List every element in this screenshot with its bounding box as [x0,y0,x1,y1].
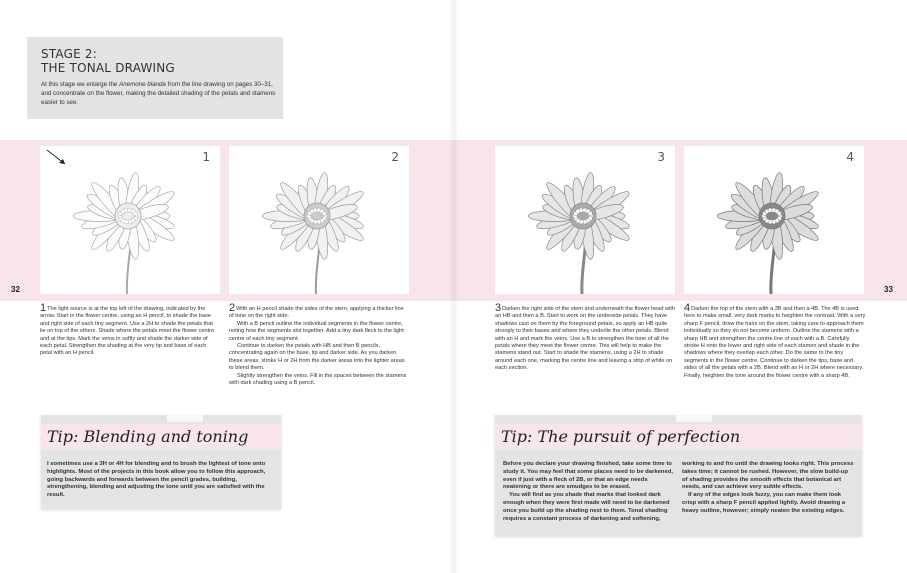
step-text: Darken the right side of the stem and underneath the flower head with an HB and then a B. Start to work on the underside petals. They have shadows cast on them by the foreground petals, so apply an HB quite strongly to their bases and where they underlie the other petals. Blend with an H and mark the veins. Use a B to strengthen the tone of all the petals where they meet the flower centre. This will help to make the stamens stand out. Start to shade the stamens, using a 2H to shade around each one, marking the centre line and leaving a strip of white on each section. [495,306,676,372]
panel-4 [684,146,864,294]
panel-2 [229,146,409,294]
stage-desc-a: At this stage we enlarge the [41,81,120,88]
tip-text-col2 [682,461,854,516]
step-text-p3: Continue to darken the petals with HB and then B pencils, concentrating again on the base, tip and darker side. As you darken these areas, stroke H or 2H from the darker areas into the lighter areas to blend them. [229,343,405,372]
page-number-left: 32 [11,285,20,294]
tape [167,412,203,422]
flower-drawing-3 [495,146,675,294]
stage-title-line2: THE TONAL DRAWING [41,61,175,75]
panel-number: 3 [657,150,665,164]
stage-desc-b: from the line drawing on pages 30–31, and concentrate on the flower, making the detailed shading of the petals and stamens easier to see. [41,81,276,106]
tip-text-col2-p1: working to and fro until the drawing looks right. This process takes time; it cannot be rushed. However, the slow build-up of shading provides the smooth effects that botanical art needs, and can achieve very subtle effects. [682,461,854,491]
step-text-p1: With an H pencil shade the sides of the stem, applying a thicker line of tone on the right side. [229,306,404,320]
tip-text-col1-p2: You will find as you shade that marks that looked dark enough when they were first made will need to be darkened once you build up the shading next to them. Tonal shading requires a constant process of darkening and softening, [503,492,670,522]
step-number: 2 [229,302,236,314]
step-3 [495,304,675,373]
stamen [588,211,592,215]
stamen [777,211,781,215]
flower-drawing-2 [229,146,409,294]
flower-drawing-4 [684,146,864,294]
tape [676,412,712,422]
stamen [322,211,326,215]
stage-desc-species: Anemone blanda [119,81,166,88]
page-number-right: 33 [884,285,893,294]
panel-3 [495,146,675,294]
panel-number: 1 [202,150,210,164]
step-number: 4 [684,302,691,314]
tip-title: Tip: Blending and toning [47,427,249,446]
step-text-p4: Slightly strengthen the veins. Fill in the spaces between the stamens with dark shading using a B pencil. [229,372,407,387]
step-text: The light source is at the top left of the drawing, indicated by the arrow. Start in the flower centre, using an H pencil, to shade the base and right side of each tiny segment. Use a 2H to shade the petals that lie on top of the others. Shade where the petals meet the flower centre and at the tips. Mark the veins in softly and shade the darker side of each petal. Strengthen the shading at the very tip and base of each petal with an H pencil. [40,306,215,357]
stage-title-line1: STAGE 2: [41,47,97,61]
tip-title: Tip: The pursuit of perfection [501,427,741,446]
step-1 [40,304,220,358]
tip-text-col2-p2: If any of the edges look fuzzy, you can make them look crisp with a sharp F pencil applied lightly. Avoid drawing a heavy outline, however; simply neaten the existing edges. [682,492,846,514]
flower-drawing-1 [40,146,220,294]
tip-perfection-box [495,415,862,536]
stage-title [41,47,175,75]
panel-1 [40,146,220,294]
step-text-p2: With a B pencil outline the individual segments in the flower centre, noting how the segments slot together. Add a tiny dark fleck to the light centre of each tiny segment. [229,320,404,342]
arrow-icon [47,150,65,164]
panel-number: 4 [846,150,854,164]
tip-text: I sometimes use a 3H or 4H for blending and to brush the lightest of tone onto highlights. Most of the projects in this book allow you to follow this approach, going backwards and forwards between the pencil grades, building, strengthening, blending and adjusting the tone until you are satisfied with the result. [47,461,266,499]
step-number: 1 [40,302,47,314]
step-text: Darken the top of the stem with a 3B and then a 4B. The 4B is used here to make small, very dark marks to heighten the contrast. With a very sharp F pencil, draw the hairs on the stem, taking care to approach them individually so they do not become uniform. Outline the stamens with a sharp HB and strengthen the centre line of each with a B. Carefully stroke H onto the lower and right side of each stamen and shade in the shadows where they overlap each other. Do the same to the tiny segments in the flower centre. Continue to darken the tips, base and sides of all the petals with a 2B. Blend with an H or 2H where necessary. Finally, heighten the tone around the flower centre with a sharp 4B. [684,306,866,379]
step-2 [229,304,409,387]
gutter [449,0,459,573]
step-4 [684,304,866,380]
stage-box [27,37,283,119]
tip-text-col1 [503,461,676,523]
tip-blending-box [41,415,281,509]
stage-description [41,80,277,107]
panel-number: 2 [391,150,399,164]
stamen [133,211,137,215]
tip-text-col1-p1: Before you declare your drawing finished, take some time to study it. You may feel that some places need to be darkened, even if just with a fleck of 2B, or that an edge needs neatening or there are smudges to be erased. [503,461,674,491]
step-number: 3 [495,302,502,314]
